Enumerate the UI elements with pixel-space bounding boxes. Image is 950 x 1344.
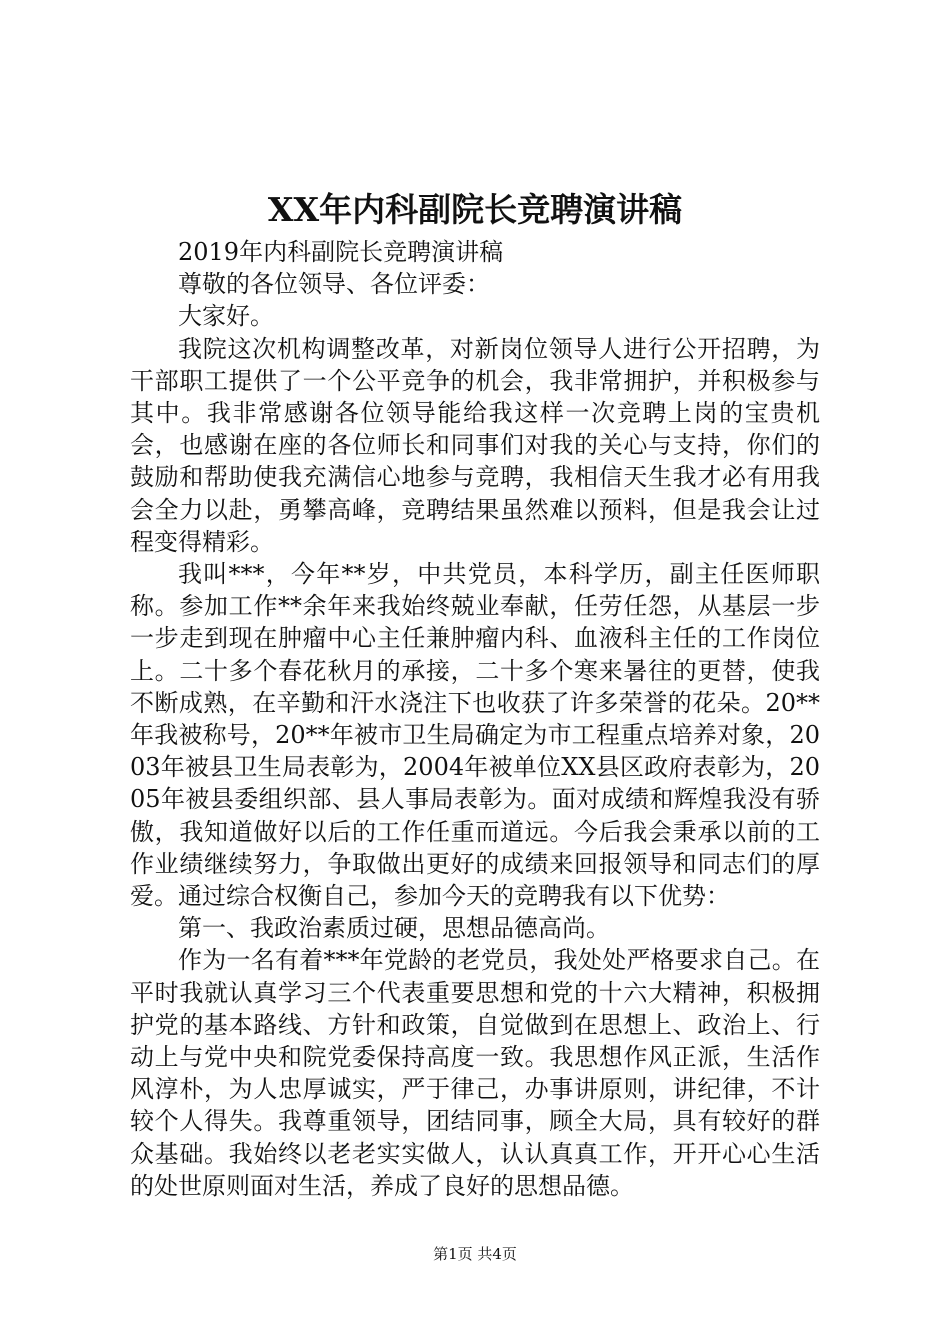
- paragraph-point-one-heading: 第一、我政治素质过硬，思想品德高尚。: [178, 914, 610, 943]
- document-title: XX年内科副院长竞聘演讲稿: [267, 190, 683, 229]
- paragraph-point-one-body: 作为一名有着***年党龄的老党员，我处处严格要求自己。在平时我就认真学习三个代表重要思想和党的十六大精神，积极拥护党的基本路线、方针和政策，自觉做到在思想上、政治上、行动上与党中央和院党委保持高度一致。我思想作风正派，生活作风淳朴，为人忠厚诚实，严于律己，办事讲原则，讲纪律，不计较个人得失。我尊重领导，团结同事，顾全大局，具有较好的群众基础。我始终以老老实实做人，认认真真工作，开开心心生活的处世原则面对生活，养成了良好的思想品德。: [130, 946, 820, 1200]
- paragraph-intro: 我院这次机构调整改革，对新岗位领导人进行公开招聘，为干部职工提供了一个公平竞争的机会，我非常拥护，并积极参与其中。我非常感谢各位领导能给我这样一次竞聘上岗的宝贵机会，也感谢在座的各位师长和同事们对我的关心与支持，你们的鼓励和帮助使我充满信心地参与竞聘，我相信天生我才必有用我会全力以赴，勇攀高峰，竞聘结果虽然难以预料，但是我会让过程变得精彩。: [130, 334, 820, 556]
- salutation-line: 尊敬的各位领导、各位评委：: [178, 270, 490, 299]
- document-body: [130, 236, 820, 1202]
- page-footer: 第1页 共4页: [433, 1245, 517, 1263]
- subtitle-line: 2019年内科副院长竞聘演讲稿: [178, 238, 504, 266]
- greeting-line: 大家好。: [178, 302, 274, 331]
- paragraph-self-introduction: 我叫***，今年**岁，中共党员，本科学历，副主任医师职称。参加工作**余年来我始终兢业奉献，任劳任怨，从基层一步一步走到现在肿瘤中心主任兼肿瘤内科、血液科主任的工作岗位上。二十多个春花秋月的承接，二十多个寒来暑往的更替，使我不断成熟，在辛勤和汗水浇注下也收获了许多荣誉的花朵。20**年我被称号，20**年被市卫生局确定为市工程重点培养对象，2003年被县卫生局表彰为，2004年被单位XX县区政府表彰为，2005年被县委组织部、县人事局表彰为。面对成绩和辉煌我没有骄傲，我知道做好以后的工作任重而道远。今后我会秉承以前的工作业绩继续努力，争取做出更好的成绩来回报领导和同志们的厚爱。通过综合权衡自己，参加今天的竞聘我有以下优势：: [130, 560, 820, 911]
